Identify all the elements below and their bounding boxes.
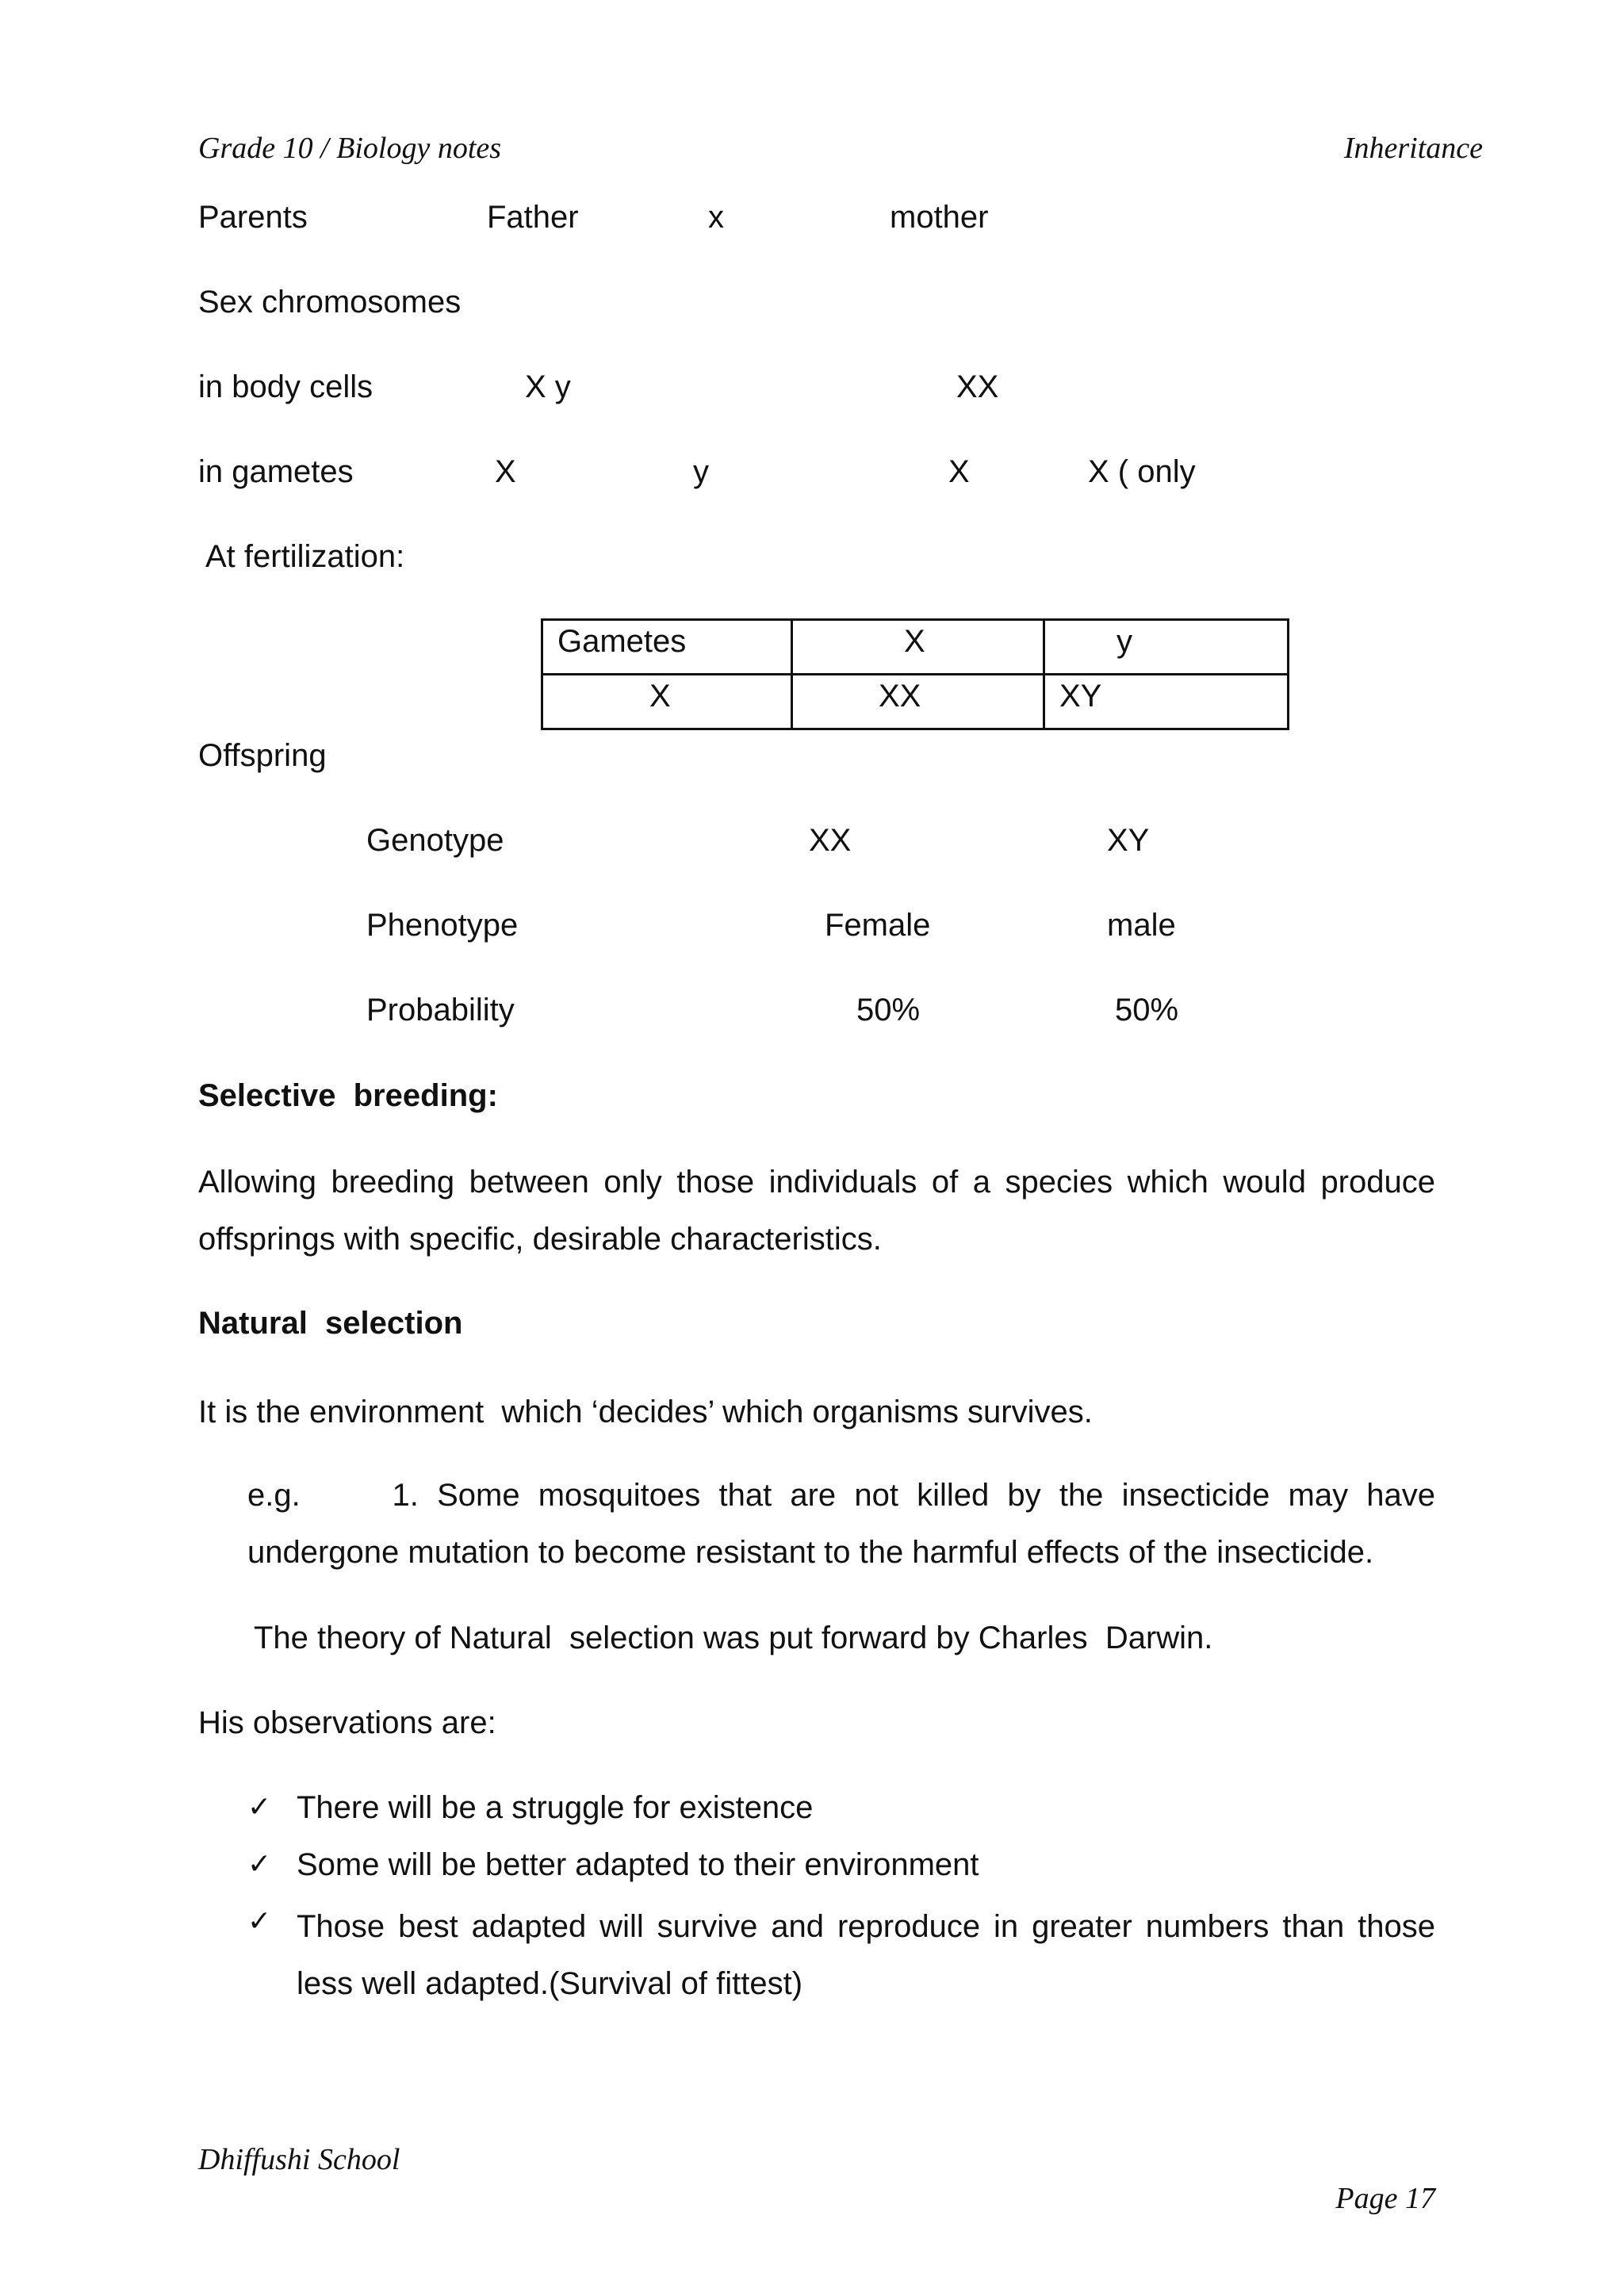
gamete-father-y: y <box>693 454 709 489</box>
phenotype-male: male <box>1107 908 1176 943</box>
table-row <box>542 675 1289 729</box>
gamete-mother-x-only: X ( only <box>1088 454 1196 489</box>
gamete-mother-x: X <box>948 454 970 489</box>
list-item: Some will be better adapted to their environment <box>297 1847 979 1882</box>
checkmark-icon: ✓ <box>247 1905 272 1938</box>
observations-label: His observations are: <box>198 1705 496 1740</box>
table-cell: X <box>792 620 1044 675</box>
probability-male: 50% <box>1115 993 1179 1027</box>
table-cell: X <box>542 675 792 729</box>
table-cell: XX <box>792 675 1044 729</box>
probability-female: 50% <box>856 993 921 1027</box>
fertilization-label: At fertilization: <box>205 539 405 574</box>
offspring-label: Offspring <box>198 738 327 773</box>
example-text: e.g. 1. Some mosquitoes that are not killed by the insecticide may have undergone mutation to become resistant to the harmful effects of the insecticide. <box>247 1478 1445 1570</box>
genotype-label: Genotype <box>366 823 504 858</box>
body-cells-father: X y <box>525 369 571 404</box>
phenotype-female: Female <box>825 908 931 943</box>
probability-label: Probability <box>366 993 515 1027</box>
gamete-father-x: X <box>495 454 516 489</box>
gametes-label: in gametes <box>198 454 354 489</box>
page-number: Page 17 <box>1335 2182 1435 2215</box>
sex-chromosomes-label: Sex chromosomes <box>198 285 462 320</box>
punnett-table <box>541 618 1289 730</box>
list-item: There will be a struggle for existence <box>297 1790 814 1825</box>
selective-breeding-text: Allowing breeding between only those individuals of a species which would produce offsprings with specific, desirable characteristics. <box>198 1165 1435 1257</box>
mother-label: mother <box>890 200 989 235</box>
body-cells-mother: XX <box>956 369 999 404</box>
header-title: Grade 10 / Biology notes <box>198 132 502 165</box>
genotype-female: XX <box>809 823 852 858</box>
checkmark-icon: ✓ <box>247 1848 272 1881</box>
table-cell: y <box>1044 620 1289 675</box>
selective-breeding-heading: Selective breeding: <box>198 1078 498 1113</box>
father-label: Father <box>487 200 579 235</box>
header-chapter: Inheritance <box>1343 132 1483 165</box>
table-cell: Gametes <box>542 620 792 675</box>
parents-label: Parents <box>198 200 308 235</box>
table-row <box>542 620 1289 675</box>
body-cells-label: in body cells <box>198 369 373 404</box>
theory-text: The theory of Natural selection was put forward by Charles Darwin. <box>254 1621 1213 1655</box>
cross-sign: x <box>708 200 724 235</box>
list-item: Those best adapted will survive and reproduce in greater numbers than those less well adapted.(Survival of fittest) <box>297 1909 1435 2001</box>
table-cell: XY <box>1044 675 1289 729</box>
phenotype-label: Phenotype <box>366 908 519 943</box>
checkmark-icon: ✓ <box>247 1791 272 1823</box>
footer-school: Dhiffushi School <box>198 2143 400 2176</box>
natural-selection-heading: Natural selection <box>198 1306 463 1341</box>
natural-selection-intro: It is the environment which ‘decides’ which organisms survives. <box>198 1395 1093 1429</box>
genotype-male: XY <box>1107 823 1150 858</box>
